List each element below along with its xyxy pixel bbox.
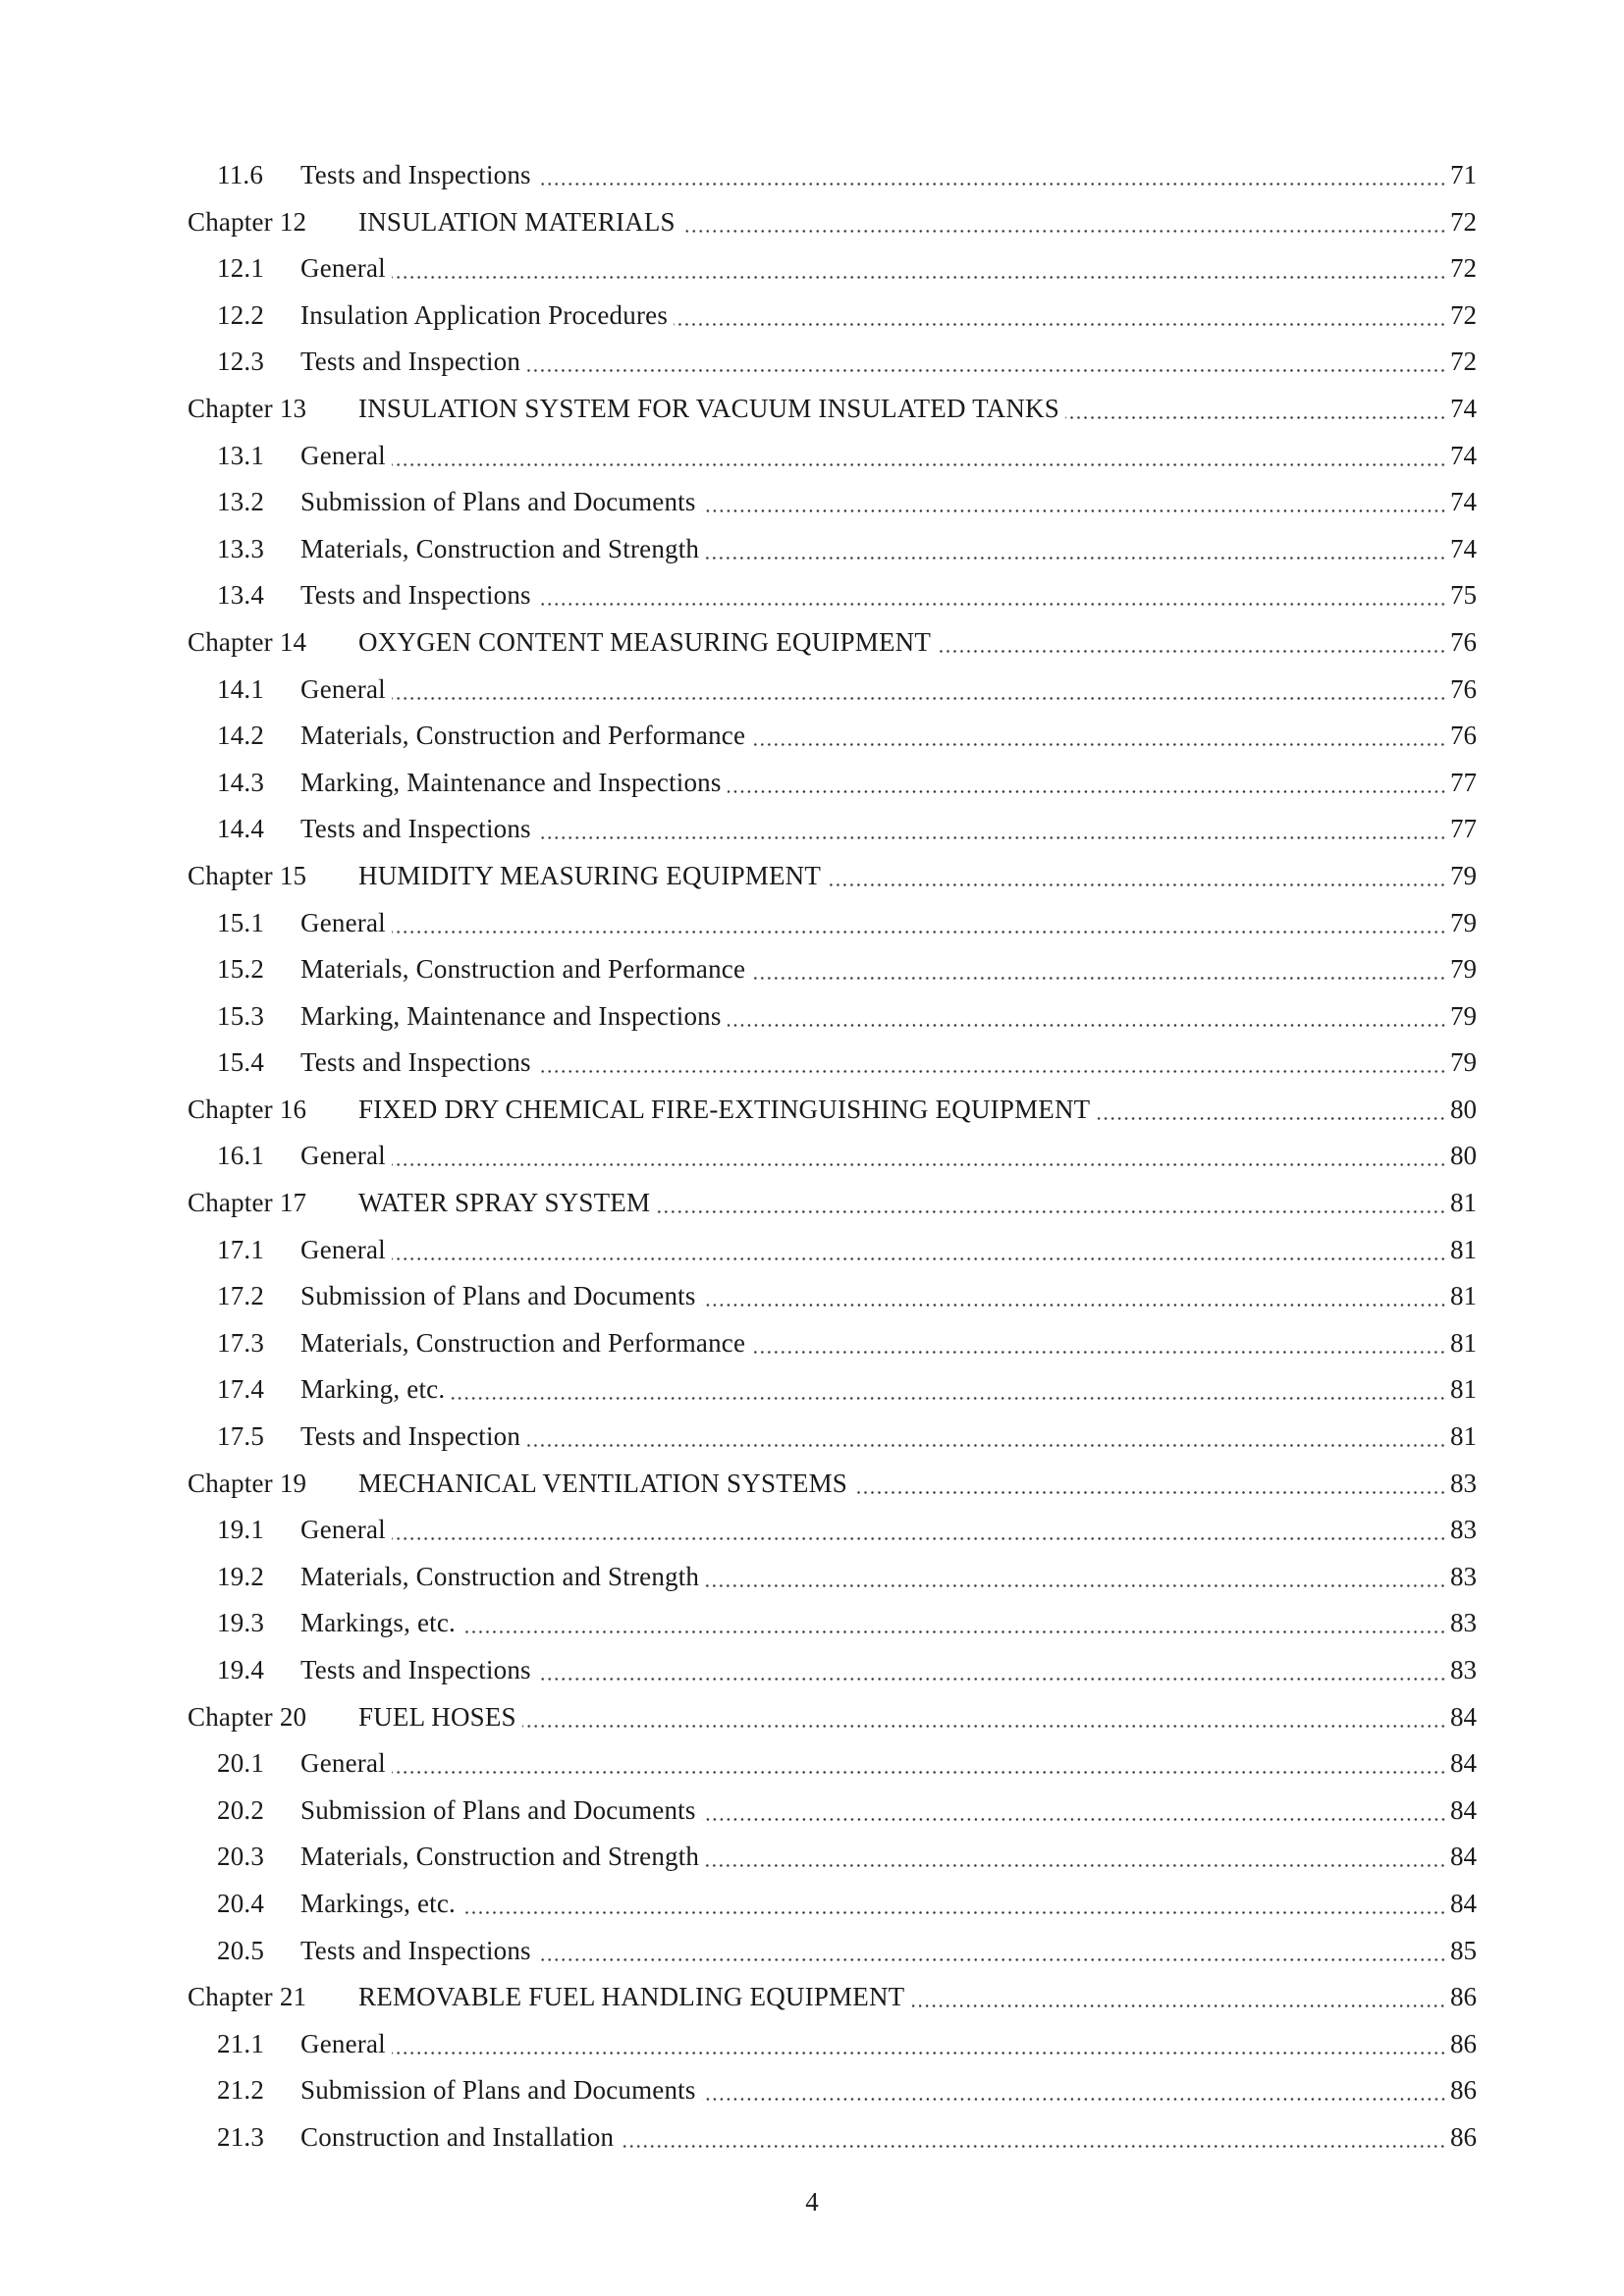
toc-entry-title: Tests and Inspections — [300, 1047, 531, 1078]
toc-chapter-entry[interactable] — [0, 1087, 1624, 1134]
toc-section-entry[interactable] — [0, 1554, 1624, 1601]
toc-entry-title: Tests and Inspections — [300, 1935, 531, 1965]
toc-section-entry[interactable] — [0, 1366, 1624, 1414]
toc-entry-title: Submission of Plans and Documents — [300, 2075, 696, 2106]
dot-leader — [751, 743, 1446, 746]
dot-leader — [392, 1257, 1446, 1260]
toc-entry-number: 12.3 — [217, 347, 265, 377]
toc-entry-number: 14.3 — [217, 767, 265, 797]
dot-leader — [827, 883, 1446, 886]
toc-entry-page: 77 — [1450, 767, 1477, 797]
toc-entry-page: 83 — [1450, 1515, 1477, 1545]
toc-entry-title: Tests and Inspection — [300, 347, 521, 377]
toc-entry-page: 85 — [1450, 1935, 1477, 1965]
toc-entry-title: INSULATION MATERIALS — [358, 206, 676, 237]
toc-entry-number: 21.2 — [217, 2075, 265, 2106]
toc-entry-page: 74 — [1450, 440, 1477, 470]
dot-leader — [392, 1163, 1446, 1166]
toc-entry-page: 84 — [1450, 1748, 1477, 1779]
toc-entry-number: 19.2 — [217, 1561, 265, 1591]
toc-section-entry[interactable] — [0, 479, 1624, 526]
toc-entry-title: OXYGEN CONTENT MEASURING EQUIPMENT — [358, 626, 932, 657]
toc-entry-number: 15.2 — [217, 954, 265, 985]
toc-section-entry[interactable] — [0, 433, 1624, 480]
toc-entry-title: Marking, Maintenance and Inspections — [300, 1000, 722, 1031]
toc-entry-page: 76 — [1450, 626, 1477, 657]
toc-entry-number: 13.4 — [217, 580, 265, 611]
toc-section-entry[interactable] — [0, 1273, 1624, 1320]
toc-entry-title: General — [300, 1141, 386, 1171]
toc-entry-number: 17.1 — [217, 1234, 265, 1264]
dot-leader — [537, 1678, 1446, 1681]
toc-entry-page: 79 — [1450, 907, 1477, 937]
toc-entry-title: Materials, Construction and Strength — [300, 1842, 700, 1872]
toc-entry-title: Markings, etc. — [300, 1608, 457, 1638]
toc-chapter-entry[interactable] — [0, 619, 1624, 667]
toc-entry-number: 16.1 — [217, 1141, 265, 1171]
toc-entry-title: General — [300, 673, 386, 704]
toc-section-entry[interactable] — [0, 526, 1624, 573]
dot-leader — [537, 1070, 1446, 1073]
dot-leader — [853, 1491, 1446, 1494]
toc-section-entry[interactable] — [0, 1881, 1624, 1928]
toc-entry-page: 74 — [1450, 533, 1477, 563]
toc-entry-page: 77 — [1450, 814, 1477, 844]
toc-entry-page: 83 — [1450, 1608, 1477, 1638]
dot-leader — [702, 1304, 1446, 1307]
toc-entry-page: 79 — [1450, 860, 1477, 890]
page-number: 4 — [805, 2187, 819, 2216]
toc-entry-number: 14.4 — [217, 814, 265, 844]
toc-section-entry[interactable] — [0, 1227, 1624, 1274]
toc-entry-page: 81 — [1450, 1234, 1477, 1264]
toc-entry-title: General — [300, 253, 386, 284]
toc-section-entry[interactable] — [0, 572, 1624, 619]
toc-entry-page: 75 — [1450, 580, 1477, 611]
toc-entry-page: 83 — [1450, 1561, 1477, 1591]
toc-section-entry[interactable] — [0, 2067, 1624, 2114]
toc-entry-number: 20.1 — [217, 1748, 265, 1779]
toc-section-entry[interactable] — [0, 667, 1624, 714]
toc-entry-page: 76 — [1450, 721, 1477, 751]
toc-entry-title: Tests and Inspections — [300, 1655, 531, 1684]
toc-chapter-entry[interactable] — [0, 386, 1624, 433]
dot-leader — [1065, 416, 1446, 419]
toc-entry-page: 76 — [1450, 673, 1477, 704]
toc-section-entry[interactable] — [0, 1040, 1624, 1087]
toc-entry-number: 11.6 — [217, 160, 264, 189]
dot-leader — [681, 230, 1446, 233]
toc-entry-number: 14.2 — [217, 721, 265, 751]
toc-entry-page: 72 — [1450, 347, 1477, 377]
toc-entry-number: 15.1 — [217, 907, 265, 937]
toc-entry-title: Materials, Construction and Strength — [300, 533, 700, 563]
toc-section-entry[interactable] — [0, 1507, 1624, 1554]
toc-section-entry[interactable] — [0, 2021, 1624, 2068]
dot-leader — [656, 1210, 1446, 1213]
toc-entry-number: 17.2 — [217, 1281, 265, 1311]
toc-chapter-entry[interactable] — [0, 1180, 1624, 1227]
toc-entry-number: 17.4 — [217, 1374, 265, 1405]
toc-section-entry[interactable] — [0, 993, 1624, 1041]
toc-entry-number: Chapter 12 — [188, 206, 307, 237]
dot-leader — [526, 1444, 1446, 1447]
toc-entry-title: REMOVABLE FUEL HANDLING EQUIPMENT — [358, 1982, 905, 2012]
dot-leader — [728, 790, 1446, 793]
dot-leader — [537, 183, 1446, 186]
toc-entry-title: Materials, Construction and Performance — [300, 954, 746, 985]
toc-section-entry[interactable] — [0, 245, 1624, 293]
toc-entry-number: Chapter 21 — [188, 1982, 307, 2012]
dot-leader — [1096, 1117, 1446, 1120]
toc-entry-page: 74 — [1450, 393, 1477, 423]
toc-entry-title: Marking, Maintenance and Inspections — [300, 767, 722, 797]
toc-section-entry[interactable] — [0, 1740, 1624, 1788]
dot-leader — [751, 1351, 1446, 1354]
toc-entry-page: 81 — [1450, 1188, 1477, 1218]
toc-entry-title: Tests and Inspections — [300, 580, 531, 611]
toc-entry-title: Marking, etc. — [300, 1374, 446, 1405]
toc-entry-title: Submission of Plans and Documents — [300, 1794, 696, 1825]
toc-entry-title: Materials, Construction and Performance — [300, 1327, 746, 1358]
toc-entry-page: 81 — [1450, 1281, 1477, 1311]
dot-leader — [392, 1771, 1446, 1774]
toc-entry-number: 12.1 — [217, 253, 265, 284]
toc-entry-number: 13.3 — [217, 533, 265, 563]
toc-section-entry[interactable] — [0, 152, 1624, 199]
toc-entry-page: 79 — [1450, 1047, 1477, 1078]
toc-chapter-entry[interactable] — [0, 1461, 1624, 1508]
toc-entry-title: Submission of Plans and Documents — [300, 1281, 696, 1311]
toc-entry-page: 72 — [1450, 253, 1477, 284]
dot-leader — [537, 836, 1446, 839]
dot-leader — [392, 2052, 1446, 2055]
toc-entry-page: 79 — [1450, 954, 1477, 985]
toc-entry-title: Construction and Installation — [300, 2121, 615, 2152]
dot-leader — [537, 603, 1446, 606]
toc-entry-page: 84 — [1450, 1794, 1477, 1825]
toc-entry-title: Tests and Inspections — [300, 160, 531, 189]
toc-entry-page: 86 — [1450, 2075, 1477, 2106]
toc-entry-page: 80 — [1450, 1141, 1477, 1171]
toc-entry-page: 74 — [1450, 487, 1477, 517]
dot-leader — [702, 1818, 1446, 1821]
toc-section-entry[interactable] — [0, 1414, 1624, 1461]
toc-entry-number: 17.5 — [217, 1421, 265, 1452]
toc-entry-title: General — [300, 2028, 386, 2058]
toc-entry-title: INSULATION SYSTEM FOR VACUUM INSULATED TANKS — [358, 393, 1059, 423]
toc-entry-title: General — [300, 907, 386, 937]
toc-entry-page: 81 — [1450, 1327, 1477, 1358]
toc-section-entry[interactable] — [0, 1788, 1624, 1835]
toc-entry-number: 20.4 — [217, 1888, 265, 1918]
toc-entry-number: 19.1 — [217, 1515, 265, 1545]
toc-entry-title: Materials, Construction and Performance — [300, 721, 746, 751]
toc-section-entry[interactable] — [0, 713, 1624, 760]
toc-entry-number: 21.3 — [217, 2121, 265, 2152]
toc-entry-title: Markings, etc. — [300, 1888, 457, 1918]
toc-chapter-entry[interactable] — [0, 1974, 1624, 2021]
toc-entry-number: 20.3 — [217, 1842, 265, 1872]
toc-entry-number: 12.2 — [217, 299, 265, 330]
dot-leader — [728, 1024, 1446, 1027]
dot-leader — [392, 931, 1446, 934]
toc-entry-title: WATER SPRAY SYSTEM — [358, 1188, 651, 1218]
toc-entry-title: HUMIDITY MEASURING EQUIPMENT — [358, 860, 822, 890]
toc-entry-title: FIXED DRY CHEMICAL FIRE-EXTINGUISHING EQUIPMENT — [358, 1094, 1091, 1124]
toc-entry-title: Submission of Plans and Documents — [300, 487, 696, 517]
toc-entry-number: 14.1 — [217, 673, 265, 704]
toc-entry-title: General — [300, 440, 386, 470]
toc-entry-page: 83 — [1450, 1655, 1477, 1684]
toc-entry-page: 84 — [1450, 1888, 1477, 1918]
toc-entry-number: Chapter 19 — [188, 1468, 307, 1498]
table-of-contents — [0, 152, 1624, 2162]
dot-leader — [705, 1864, 1446, 1867]
toc-entry-number: 15.4 — [217, 1047, 265, 1078]
toc-section-entry[interactable] — [0, 1600, 1624, 1647]
dot-leader — [702, 509, 1446, 512]
toc-entry-title: General — [300, 1234, 386, 1264]
toc-entry-title: Tests and Inspection — [300, 1421, 521, 1452]
toc-entry-number: Chapter 17 — [188, 1188, 307, 1218]
toc-entry-number: 13.1 — [217, 440, 265, 470]
toc-entry-page: 72 — [1450, 206, 1477, 237]
toc-entry-number: 15.3 — [217, 1000, 265, 1031]
dot-leader — [910, 2004, 1446, 2007]
toc-entry-title: Insulation Application Procedures — [300, 299, 669, 330]
dot-leader — [392, 276, 1446, 279]
toc-section-entry[interactable] — [0, 1647, 1624, 1694]
toc-entry-page: 83 — [1450, 1468, 1477, 1498]
toc-entry-page: 81 — [1450, 1374, 1477, 1405]
dot-leader — [702, 2098, 1446, 2101]
toc-entry-number: 19.3 — [217, 1608, 265, 1638]
toc-section-entry[interactable] — [0, 2114, 1624, 2162]
toc-section-entry[interactable] — [0, 1133, 1624, 1180]
toc-entry-page: 71 — [1450, 160, 1477, 189]
toc-entry-page: 84 — [1450, 1701, 1477, 1732]
toc-section-entry[interactable] — [0, 293, 1624, 340]
toc-section-entry[interactable] — [0, 900, 1624, 947]
toc-entry-number: Chapter 14 — [188, 626, 307, 657]
dot-leader — [451, 1397, 1446, 1400]
toc-chapter-entry[interactable] — [0, 199, 1624, 246]
toc-entry-page: 72 — [1450, 299, 1477, 330]
toc-section-entry[interactable] — [0, 1320, 1624, 1367]
toc-section-entry[interactable] — [0, 1834, 1624, 1881]
toc-entry-number: Chapter 16 — [188, 1094, 307, 1124]
toc-section-entry[interactable] — [0, 339, 1624, 386]
dot-leader — [461, 1911, 1446, 1914]
toc-chapter-entry[interactable] — [0, 853, 1624, 900]
dot-leader — [674, 323, 1446, 326]
toc-entry-title: Tests and Inspections — [300, 814, 531, 844]
dot-leader — [392, 1537, 1446, 1540]
dot-leader — [461, 1630, 1446, 1633]
toc-entry-page: 86 — [1450, 2028, 1477, 2058]
toc-entry-number: 20.2 — [217, 1794, 265, 1825]
toc-entry-number: 19.4 — [217, 1655, 265, 1684]
toc-section-entry[interactable] — [0, 946, 1624, 993]
toc-entry-title: FUEL HOSES — [358, 1701, 516, 1732]
toc-entry-title: General — [300, 1515, 386, 1545]
toc-entry-title: MECHANICAL VENTILATION SYSTEMS — [358, 1468, 847, 1498]
toc-entry-title: General — [300, 1748, 386, 1779]
toc-entry-number: Chapter 13 — [188, 393, 307, 423]
dot-leader — [522, 1725, 1446, 1728]
dot-leader — [392, 463, 1446, 466]
toc-entry-number: Chapter 20 — [188, 1701, 307, 1732]
dot-leader — [537, 1958, 1446, 1961]
toc-entry-page: 79 — [1450, 1000, 1477, 1031]
toc-entry-number: 20.5 — [217, 1935, 265, 1965]
toc-entry-number: 13.2 — [217, 487, 265, 517]
dot-leader — [705, 557, 1446, 560]
dot-leader — [392, 697, 1446, 700]
toc-entry-page: 86 — [1450, 2121, 1477, 2152]
toc-entry-number: 17.3 — [217, 1327, 265, 1358]
dot-leader — [751, 977, 1446, 980]
toc-entry-page: 81 — [1450, 1421, 1477, 1452]
toc-entry-title: Materials, Construction and Strength — [300, 1561, 700, 1591]
toc-chapter-entry[interactable] — [0, 1694, 1624, 1741]
toc-entry-number: 21.1 — [217, 2028, 265, 2058]
toc-entry-page: 80 — [1450, 1094, 1477, 1124]
toc-section-entry[interactable] — [0, 1928, 1624, 1975]
toc-entry-page: 86 — [1450, 1982, 1477, 2012]
toc-section-entry[interactable] — [0, 760, 1624, 807]
toc-entry-number: Chapter 15 — [188, 860, 307, 890]
dot-leader — [937, 650, 1446, 653]
toc-section-entry[interactable] — [0, 806, 1624, 853]
dot-leader — [620, 2145, 1446, 2148]
dot-leader — [526, 369, 1446, 372]
dot-leader — [705, 1584, 1446, 1587]
toc-entry-page: 84 — [1450, 1842, 1477, 1872]
